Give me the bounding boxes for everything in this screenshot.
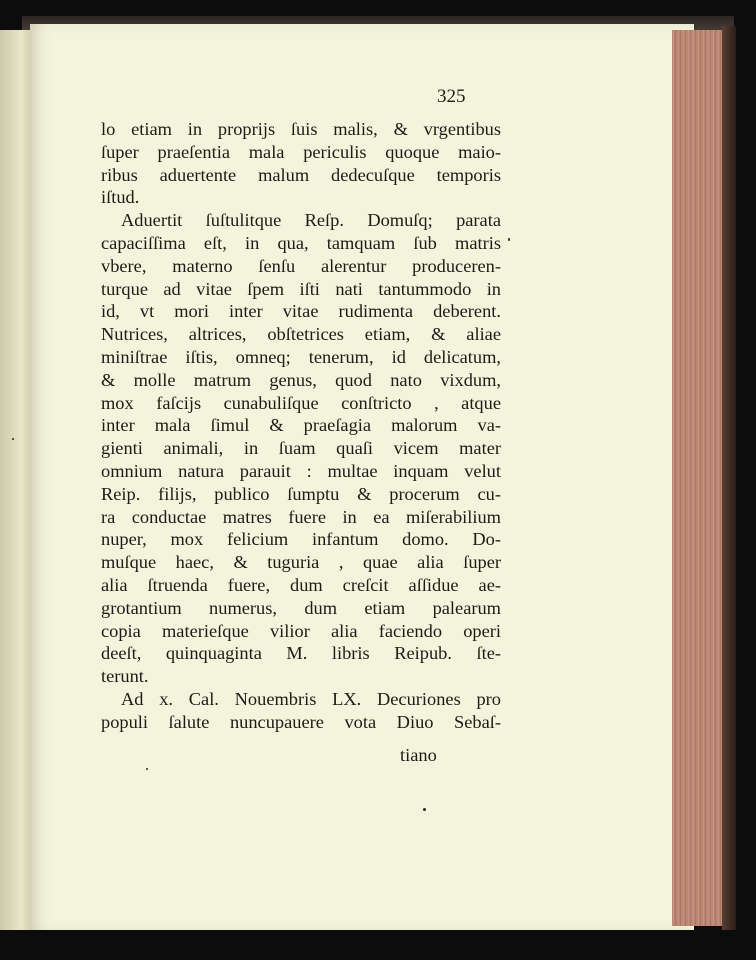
text-line: turque ad vitae ſpem iſti nati tantummodo in	[101, 278, 501, 299]
text-line: deeſt, quinquaginta M. libris Reipub. ſte-	[101, 643, 501, 664]
text-line: & molle matrum genus, quod nato vixdum,	[101, 369, 501, 390]
text-line: ribus aduertente malum dedecuſque temporis	[101, 164, 501, 185]
text-line: capaciſſima eſt, in qua, tamquam ſub matris	[101, 232, 501, 253]
page-fore-edge	[672, 30, 724, 926]
text-line: miniſtrae iſtis, omneq; tenerum, id delicatum,	[101, 346, 501, 367]
text-line: inter mala ſimul & praeſagia malorum va-	[101, 415, 501, 436]
text-line: Nutrices, altrices, obſtetrices etiam, & aliae	[101, 324, 501, 345]
text-line: omnium natura parauit : multae inquam velut	[101, 460, 501, 481]
paper-speck	[12, 438, 14, 440]
paper-speck	[508, 238, 510, 241]
text-line: grotantium numerus, dum etiam palearum	[101, 597, 501, 618]
left-page-sliver	[0, 30, 30, 930]
text-line: Reip. filijs, publico ſumptu & procerum cu-	[101, 483, 501, 504]
text-line: id, vt mori inter vitae rudimenta deberent.	[101, 301, 501, 322]
binding-edge	[722, 26, 736, 930]
text-line: iſtud.	[101, 187, 140, 208]
text-line: terunt.	[101, 666, 149, 687]
text-line: lo etiam in proprijs ſuis malis, & vrgentibus	[101, 119, 501, 139]
text-line: Ad x. Cal. Nouembris LX. Decuriones pro	[121, 688, 501, 709]
text-line: nuper, mox felicium infantum domo. Do-	[101, 529, 501, 550]
text-line: vbere, materno ſenſu alerentur produceren-	[101, 255, 501, 276]
catchword: tiano	[400, 745, 437, 765]
text-line: Aduertit ſuſtulitque Reſp. Domuſq; parata	[121, 210, 501, 231]
text-line: copia materieſque vilior alia faciendo operi	[101, 620, 501, 641]
text-line: muſque haec, & tuguria , quae alia ſuper	[101, 552, 501, 573]
paper-speck	[423, 808, 426, 811]
text-line: gienti animali, in ſuam quaſi vicem mater	[101, 438, 501, 459]
text-line: ra conductae matres fuere in ea miſerabilium	[101, 506, 501, 527]
page-number: 325	[437, 86, 466, 107]
text-line: ſuper praeſentia mala periculis quoque maio-	[101, 141, 501, 162]
text-line: mox faſcijs cunabuliſque conſtricto , atque	[101, 392, 501, 413]
text-line: populi ſalute nuncupauere vota Diuo Sebaſ-	[101, 711, 501, 732]
text-line: alia ſtruenda fuere, dum creſcit aſſidue ae-	[101, 574, 501, 595]
body-text	[101, 118, 501, 734]
paper-speck	[146, 768, 148, 770]
